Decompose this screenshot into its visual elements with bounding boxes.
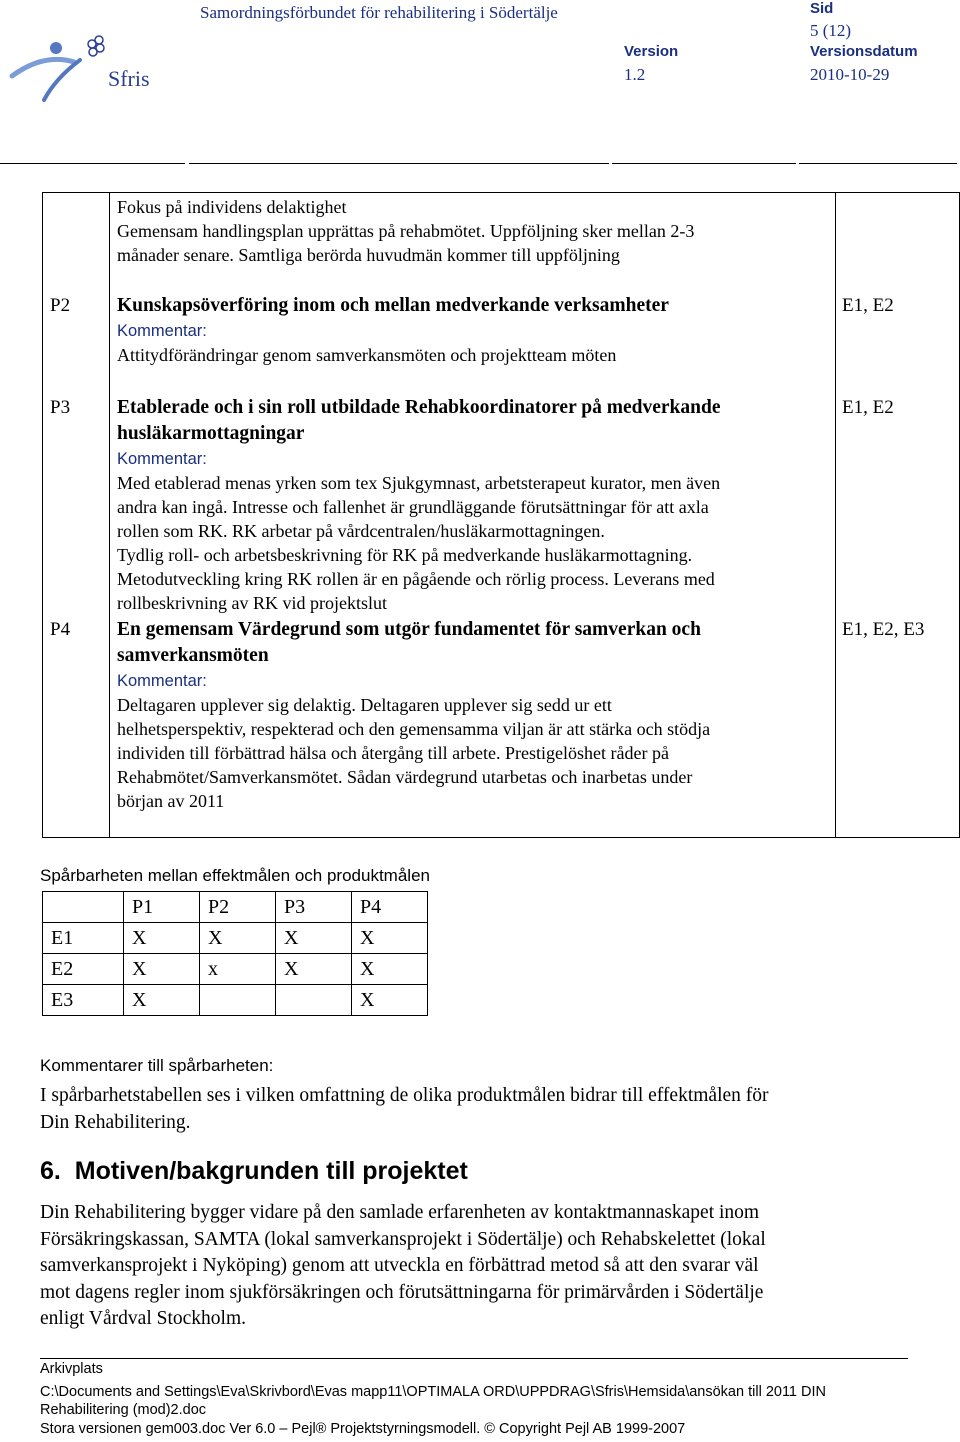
row-id-p4: P4 [50,619,71,640]
table-cell [43,892,124,923]
traceability-table [42,891,428,1016]
table-cell: E1 [43,923,124,954]
footer-copyright: Stora versionen gem003.doc Ver 6.0 – Pejl® Projektstyrningsmodell. © Copyright Pejl AB 1999-2007 [40,1421,686,1437]
version-value: 1.2 [624,65,646,84]
section-heading [40,1157,468,1186]
table-cell: X [352,923,428,954]
row-levels-p3: E1, E2 [842,397,894,418]
table-row [43,985,428,1016]
page-label: Sid [810,0,834,17]
section-body: Din Rehabilitering bygger vidare på den samlade erfarenheten av kontaktmannaskapet inom Försäkringskassan, SAMTA (lokal samverkansprojekt i Södertälje) och Rehabskelettet (lokal samverkansprojekt i Nyköping) genom att utveckla en förbättrad metod så att den svarar väl mot dagens regler inom sjukförsäkringen och förutsättningarna för primärvården i Södertälje enligt Vårdval Stockholm. [40,1202,766,1329]
header-rule [189,163,609,164]
product-goals-table [42,192,960,838]
table-cell: x [200,954,276,985]
sfris-logo [4,30,164,110]
table-cell [200,985,276,1016]
table-cell [276,985,352,1016]
header-rule [612,163,796,164]
table-row [43,923,428,954]
table-cell: X [200,923,276,954]
table-cell: X [124,923,200,954]
table-cell: X [276,954,352,985]
org-name: Samordningsförbundet för rehabilitering i Södertälje [200,3,558,22]
row-id-p3: P3 [50,397,71,418]
version-label: Version [624,43,679,60]
table-cell: P1 [124,892,200,923]
table-cell: P4 [352,892,428,923]
table-cell: X [124,954,200,985]
trace-heading: Spårbarheten mellan effektmålen och produktmålen [40,866,430,885]
logo-text: Sfris [108,66,150,91]
table-cell: P2 [200,892,276,923]
column-divider [835,193,836,837]
footer-path: C:\Documents and Settings\Eva\Skrivbord\Evas mapp11\OPTIMALA ORD\UPPDRAG\Sfris\Hemsida\ansökan till 2011 DIN Rehabilitering (mod)2.doc [40,1384,826,1418]
table-cell: X [124,985,200,1016]
header-rule [799,163,957,164]
table-cell: X [352,985,428,1016]
footer-label: Arkivplats [40,1361,103,1377]
row-levels-p2: E1, E2 [842,295,894,316]
intro-text: Fokus på individens delaktighet Gemensam handlingsplan upprättas på rehabmötet. Uppföljning sker mellan 2-3 månader senare. Samtliga berörda huvudmän kommer till uppföljning [117,197,695,265]
table-cell: E3 [43,985,124,1016]
section-title: Motiven/bakgrunden till projektet [74,1157,468,1185]
table-cell: P3 [276,892,352,923]
column-divider [109,193,110,837]
page-value: 5 (12) [810,21,852,40]
trace-comment-heading: Kommentarer till spårbarheten: [40,1056,274,1075]
row-levels-p4: E1, E2, E3 [842,619,925,640]
row-content-p4: En gemensam Värdegrund som utgör fundamentet för samverkan och samverkansmöten Kommentar: Deltagaren upplever sig delaktig. Deltagaren upplever sig sedd ur ett helhetsperspektiv, respekterad och den gemensamma viljan är att stärka och stödja individen till förbättrad hälsa och återgång till arbete. Prestigelöshet råder på Rehabmötet/Samverkansmötet. Sådan värdegrund utarbetas och inarbetas under början av 2011 [117,619,711,811]
table-cell: E2 [43,954,124,985]
table-cell: X [276,923,352,954]
table-cell: X [352,954,428,985]
trace-comment: I spårbarhetstabellen ses i vilken omfattning de olika produktmålen bidrar till effektmålen för Din Rehabilitering. [40,1085,769,1133]
section-number: 6. [40,1157,61,1185]
row-content-p3: Etablerade och i sin roll utbildade Rehabkoordinatorer på medverkande husläkarmottagningar Kommentar: Med etablerad menas yrken som tex Sjukgymnast, arbetsterapeut kurator, men även andra kan ingå. Intresse och fallenhet är grundläggande förutsättningar för att axla rollen som RK. RK arbetar på vårdcentralen/husläkarmottagningen. Tydlig roll- och arbetsbeskrivning för RK på medverkande husläkarmottagning. Metodutveckling kring RK rollen är en pågående och rörlig process. Leverans med rollbeskrivning av RK vid projektslut [117,397,721,613]
table-row [43,892,428,923]
version-date-label: Versionsdatum [810,43,918,60]
header-rule [0,163,185,164]
row-content-p2: Kunskapsöverföring inom och mellan medverkande verksamheter Kommentar: Attitydförändringar genom samverkansmöten och projektteam möten [117,295,669,365]
row-id-p2: P2 [50,295,71,316]
table-row [43,954,428,985]
version-date-value: 2010-10-29 [810,65,890,84]
footer-rule [40,1358,908,1359]
